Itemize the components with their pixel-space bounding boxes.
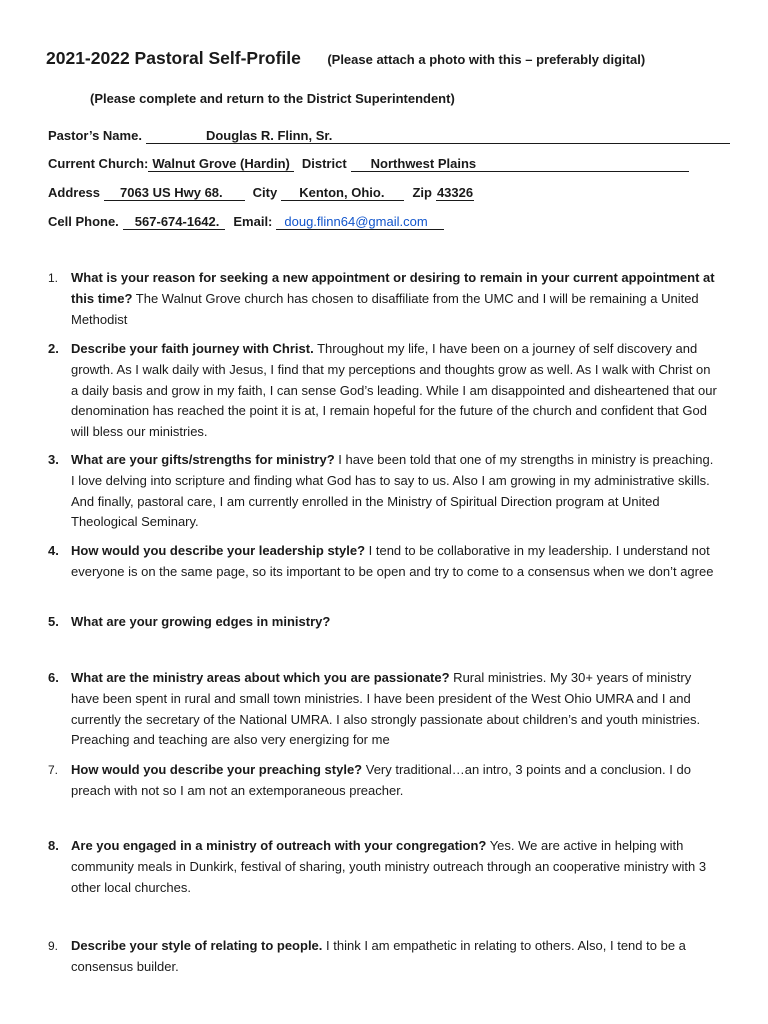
pastor-name-field[interactable]: Douglas R. Flinn, Sr. xyxy=(146,128,730,144)
answer-text[interactable]: Rural ministries. My 30+ years of ministry have been spent in rural and small town ministries. I have been president of the West Ohio UMRA and I and currently the secretary of the National UMRA. I also strongly passionate about children’s and youth ministries. Preaching and teaching are also very energizing for me xyxy=(71,670,701,748)
district-field[interactable]: Northwest Plains xyxy=(351,156,689,172)
question-item xyxy=(48,339,720,443)
zip-field[interactable]: 43326 xyxy=(436,185,474,200)
question-item xyxy=(48,450,720,533)
phone-label: Cell Phone. xyxy=(48,214,119,229)
question-number: 7. xyxy=(48,763,59,777)
question-text: Are you engaged in a ministry of outreach with your congregation? xyxy=(71,838,487,853)
question-text: Describe your style of relating to people. xyxy=(71,938,323,953)
zip-label: Zip xyxy=(412,185,432,200)
pastor-name-label: Pastor’s Name. xyxy=(48,128,142,143)
question-item xyxy=(48,668,720,751)
instructions: (Please complete and return to the District Superintendent) xyxy=(90,91,455,106)
question-number: 3. xyxy=(48,452,59,467)
phone-field[interactable]: 567-674-1642. xyxy=(123,214,226,230)
title-row xyxy=(46,48,645,69)
address-label: Address xyxy=(48,185,101,200)
district-label: District xyxy=(301,156,347,171)
answer-text[interactable]: The Walnut Grove church has chosen to disaffiliate from the UMC and I will be remaining a United Methodist xyxy=(71,290,699,327)
page-title: 2021-2022 Pastoral Self-Profile xyxy=(46,48,301,68)
church-row xyxy=(48,156,697,172)
email-label: Email: xyxy=(233,214,273,229)
question-text: What are your gifts/strengths for ministry? xyxy=(71,452,335,467)
question-text: What are the ministry areas about which you are passionate? xyxy=(71,670,450,685)
question-number: 5. xyxy=(48,614,59,629)
question-text: How would you describe your leadership style? xyxy=(71,543,366,558)
question-text: How would you describe your preaching style? xyxy=(71,762,363,777)
question-item xyxy=(48,836,720,898)
question-number: 4. xyxy=(48,543,59,558)
city-field[interactable]: Kenton, Ohio. xyxy=(281,185,404,201)
address-row xyxy=(48,185,482,201)
answer-text[interactable]: Throughout my life, I have been on a journey of self discovery and growth. As I walk daily with Jesus, I find that my perceptions and thoughts grow as well. As I walk with Christ on a daily basis and grow in my faith, I can sense God’s leading. While I am disappointed and disheartened that our denomination has reached the point it is at, I remain hopeful for the future of the church and confident that God will bless our ministries. xyxy=(71,341,717,440)
question-number: 9. xyxy=(48,939,59,953)
question-text: What are your growing edges in ministry? xyxy=(71,614,331,629)
question-number: 6. xyxy=(48,670,59,685)
church-field[interactable]: Walnut Grove (Hardin) xyxy=(148,156,293,172)
city-label: City xyxy=(252,185,278,200)
answer-text[interactable]: I tend to be collaborative in my leadership. I understand not everyone is on the same page, so its important to be open and try to come to a consensus when we don’t agree xyxy=(71,543,714,579)
church-label: Current Church: xyxy=(48,156,149,171)
answer-text[interactable]: I think I am empathetic in relating to others. Also, I tend to be a consensus builder. xyxy=(71,938,686,974)
question-item xyxy=(48,268,720,330)
question-item xyxy=(48,936,720,978)
question-item xyxy=(48,760,720,802)
answer-text[interactable]: I have been told that one of my strengths in ministry is preaching. I love delving into scripture and finding what God has to say to us. Also I am growing in my administrative skills. And finally, pastoral care, I am currently enrolled in the Ministry of Spiritual Direction program at United Theological Seminary. xyxy=(71,452,714,530)
question-text: Describe your faith journey with Christ. xyxy=(71,341,314,356)
contact-row xyxy=(48,214,452,230)
pastor-name-row xyxy=(48,128,738,144)
question-item xyxy=(48,612,720,633)
address-field[interactable]: 7063 US Hwy 68. xyxy=(104,185,245,201)
email-link[interactable]: doug.flinn64@gmail.com xyxy=(276,214,443,230)
question-text: What is your reason for seeking a new appointment or desiring to remain in your current appointment at this time? xyxy=(71,270,715,306)
question-item xyxy=(48,541,720,583)
answer-text[interactable]: Very traditional…an intro, 3 points and a conclusion. I do preach with not so I am not an extemporaneous preacher. xyxy=(71,762,691,798)
photo-note: (Please attach a photo with this – preferably digital) xyxy=(327,52,646,67)
question-number: 8. xyxy=(48,838,59,853)
answer-text[interactable]: Yes. We are active in helping with community meals in Dunkirk, festival of sharing, youth ministry outreach through an cooperative ministry with 3 other local churches. xyxy=(71,838,707,895)
question-number: 1. xyxy=(48,271,59,285)
question-number: 2. xyxy=(48,341,59,356)
